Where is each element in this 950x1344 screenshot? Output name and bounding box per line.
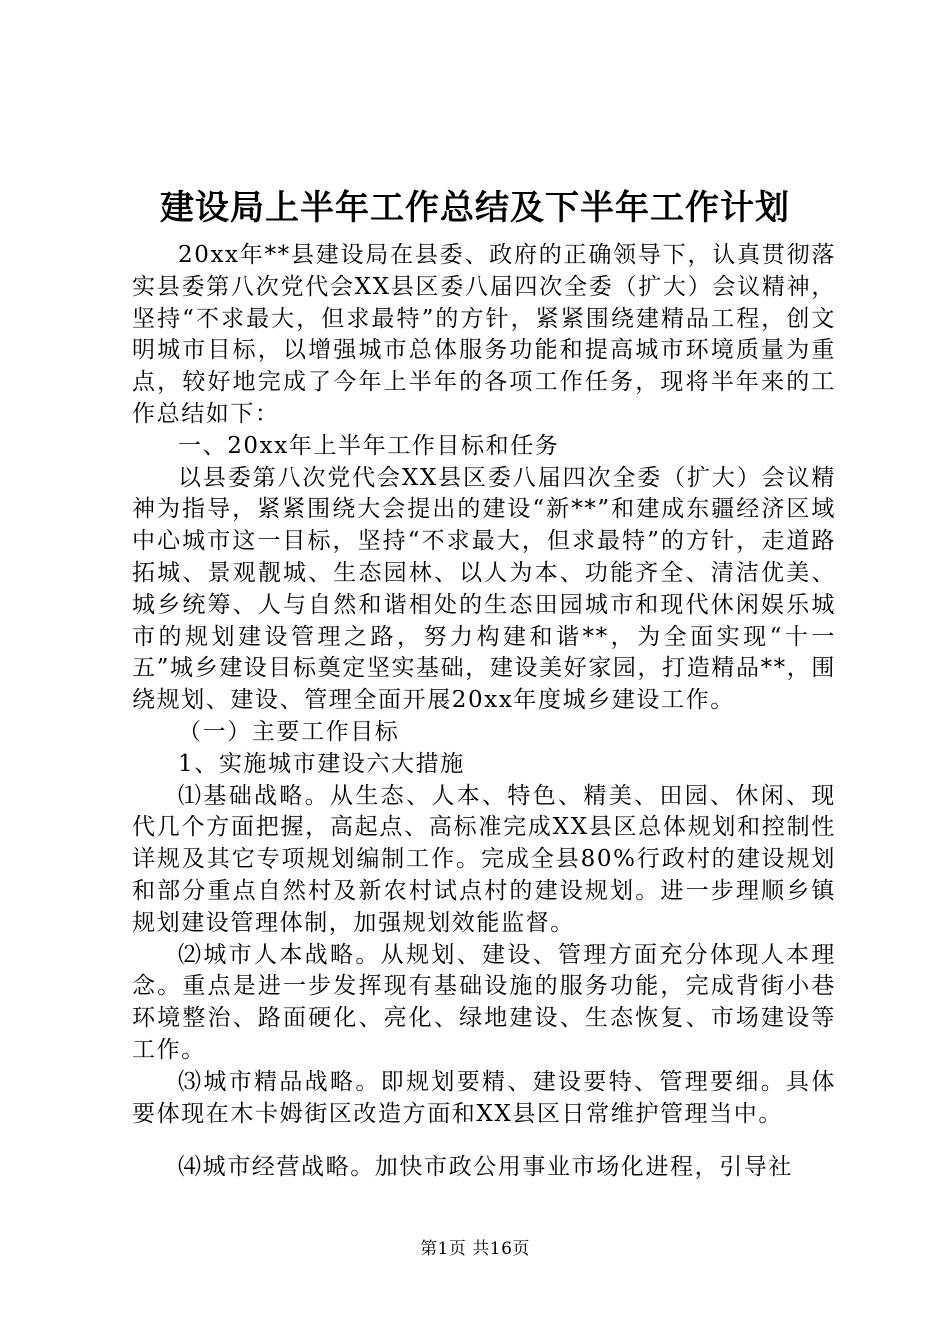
paragraph-guidance: 以县委第八次党代会XX县区委八届四次全委（扩大）会议精神为指导，紧紧围绕大会提出的建设“新**”和建成东疆经济区域中心城市这一目标，坚持“不求最大，但求最特”的方针，走道路拓城、景观靓城、生态园林、以人为本、功能齐全、清洁优美、城乡统筹、人与自然和谐相处的生态田园城市和现代休闲娱乐城市的规划建设管理之路，努力构建和谐**，为全面实现“十一五”城乡建设目标奠定坚实基础，建设美好家园，打造精品**，围绕规划、建设、管理全面开展20xx年度城乡建设工作。 <box>132 464 836 714</box>
page-number-footer: 第1页 共16页 <box>420 1239 530 1259</box>
subsection-heading-goals: （一）主要工作目标 <box>178 718 400 745</box>
paragraph-measure-3: ⑶城市精品战略。即规划要精、建设要特、管理要细。具体要体现在木卡姆街区改造方面和XX县区日常维护管理当中。 <box>132 1068 836 1127</box>
document-title: 建设局上半年工作总结及下半年工作计划 <box>160 188 790 228</box>
paragraph-measure-2: ⑵城市人本战略。从规划、建设、管理方面充分体现人本理念。重点是进一步发挥现有基础设施的服务功能，完成背街小巷环境整治、路面硬化、亮化、绿地建设、生态恢复、市场建设等工作。 <box>132 941 836 1063</box>
document-body <box>132 240 836 1184</box>
paragraph-measure-4: ⑷城市经营战略。加快市政公用事业市场化进程，引导社 <box>178 1154 793 1181</box>
section-heading-1: 一、20xx年上半年工作目标和任务 <box>178 432 560 459</box>
paragraph-measure-1: ⑴基础战略。从生态、人本、特色、精美、田园、休闲、现代几个方面把握，高起点、高标准完成XX县区总体规划和控制性详规及其它专项规划编制工作。完成全县80%行政村的建设规划和部分重点自然村及新农村试点村的建设规划。进一步理顺乡镇规划建设管理体制，加强规划效能监督。 <box>132 782 836 936</box>
item-heading-six-measures: 1、实施城市建设六大措施 <box>178 750 465 777</box>
paragraph-intro: 20xx年**县建设局在县委、政府的正确领导下，认真贯彻落实县委第八次党代会XX县区委八届四次全委（扩大）会议精神，坚持“不求最大，但求最特”的方针，紧紧围绕建精品工程，创文明城市目标，以增强城市总体服务功能和提高城市环境质量为重点，较好地完成了今年上半年的各项工作任务，现将半年来的工作总结如下： <box>132 242 836 427</box>
